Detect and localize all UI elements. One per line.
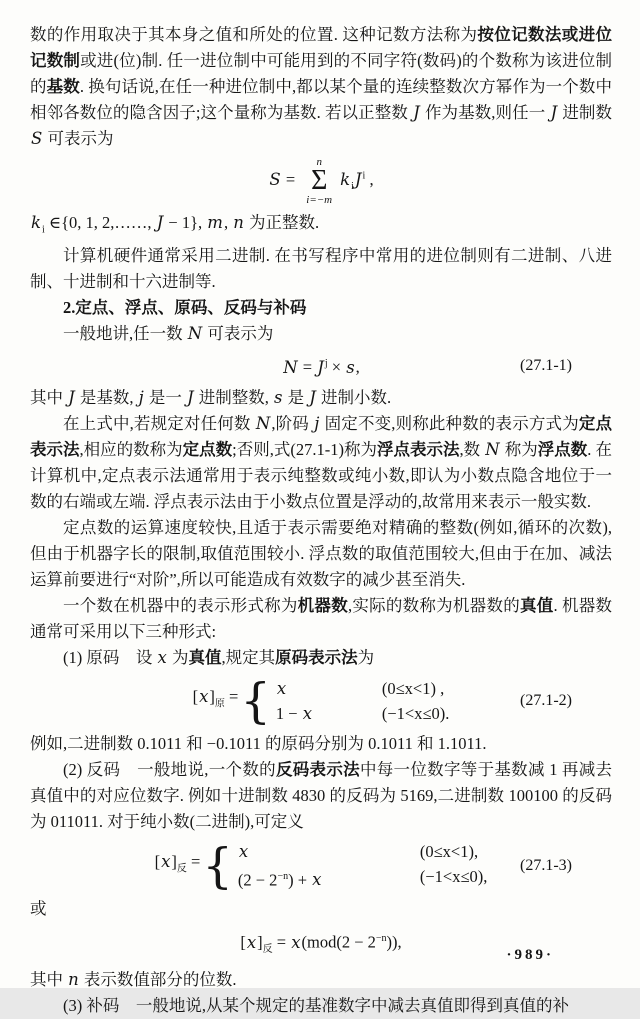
text-run: 定点数的运算速度较快,且适于表示需要绝对精确的整数(例如,循环的次数),但由于机器字长的限制,取值范围较小. 浮点数的取值范围较大,但由于在加、减法运算前要进行“对阶”,所以可能造成有效数字的减少甚至消失. xyxy=(30,517,612,589)
text-run: (3) 补码 一般地说,从某个规定的基准数字中减去真值即得到真值的补 xyxy=(63,996,569,1016)
equation-number: (27.1-3) xyxy=(520,856,572,874)
text-run: (1) 原码 设 xyxy=(63,647,157,667)
var-J: J xyxy=(187,387,194,407)
text-run: (mod(2 − 2 xyxy=(301,932,376,952)
var-x: x xyxy=(276,678,287,698)
case-expression xyxy=(238,839,386,864)
text-run: [ xyxy=(154,851,161,871)
var-N: N xyxy=(255,413,271,433)
term-true-value: 真值 xyxy=(519,595,554,615)
equation-number: (27.1-1) xyxy=(520,357,572,375)
superscript-j: j xyxy=(324,358,328,370)
var-x: x xyxy=(161,851,171,871)
paragraph-general-form xyxy=(30,321,612,347)
paragraph-n-meaning xyxy=(30,967,612,993)
equals-sign: = xyxy=(298,357,317,377)
text-run: 可表示为 xyxy=(203,324,274,344)
paragraph-original-code xyxy=(30,645,612,671)
var-n: n xyxy=(68,970,79,990)
case-expression xyxy=(238,864,386,893)
text-run: ] xyxy=(209,687,215,707)
equals-sign: = xyxy=(281,169,300,189)
text-run: 固定不变,则称此种数的表示方式为 xyxy=(320,413,579,433)
text-run: 为正整数. xyxy=(244,213,320,232)
text-run: 在上式中,若规定对任何数 xyxy=(63,413,255,433)
case-condition: (0≤x<1) , xyxy=(381,678,445,698)
heading-text: 2.定点、浮点、原码、反码与补码 xyxy=(63,298,307,318)
text-run: , xyxy=(355,357,360,377)
var-j: j xyxy=(138,387,144,407)
term-positional-notation: 按位记数法或进位记数制 xyxy=(30,25,612,70)
var-S: S xyxy=(269,169,281,189)
text-run: 是基数, xyxy=(75,387,138,407)
text-run: 1 − xyxy=(275,703,302,723)
text-run: ] xyxy=(171,851,177,871)
text-run: 计算机硬件通常采用二进制. 在书写程序中常用的进位制则有二进制、八进制、十进制和十六进制等. xyxy=(30,246,612,292)
text-run: − 1}, xyxy=(164,213,207,232)
text-run: 进制整数, xyxy=(194,387,273,407)
text-run: ) + xyxy=(288,870,312,890)
text-run: [ xyxy=(192,687,199,707)
term-true-value: 真值 xyxy=(188,647,222,667)
var-k: k xyxy=(31,213,41,232)
case-row xyxy=(276,676,450,701)
text-run: . 机器数通常可采用以下三种形式: xyxy=(30,595,613,641)
text-run: . 在计算机中,定点表示法通常用于表示纯整数或纯小数,即认为小数点隐含地位于一数的右端或左端. 浮点表示法由于小数点位置是浮动的,故常用来表示一般实数. xyxy=(30,439,613,511)
var-x: x xyxy=(302,703,312,723)
lhs-bracket-x xyxy=(155,849,201,882)
var-J: J xyxy=(317,357,324,377)
var-x: x xyxy=(238,841,249,861)
equation-number: (27.1-2) xyxy=(520,691,572,709)
sum-lower-limit: i=−m xyxy=(306,194,333,206)
text-run: [ xyxy=(240,932,246,952)
text-run: 表示数值部分的位数. xyxy=(79,970,237,990)
text-run: ,数 xyxy=(459,439,485,459)
paragraph-eq1-legend xyxy=(30,385,612,411)
term-fixed-point-notation: 定点表示法 xyxy=(30,413,613,459)
text-run: 其中 xyxy=(30,970,68,990)
case-expression xyxy=(276,676,348,701)
text-run: . 换句话说,在任一种进位制中,都以某个量的连续整数次方幂作为一个数中相邻各数位的隐含因子;这个量称为基数. 若以正整数 xyxy=(30,77,612,122)
text-run: 中每一位数字等于基数减 1 再减去真值中的对应位数字. 例如十进制数 4830 的反码为 5169,二进制数 100100 的反码为 011011. 对于纯小数(二进制),可定义 xyxy=(30,759,612,831)
subscript-fan: 反 xyxy=(262,944,273,956)
subscript-fan: 反 xyxy=(176,863,187,875)
text-run: (2 − 2 xyxy=(237,870,278,890)
var-s: s xyxy=(346,357,355,377)
text-run: 可表示为 xyxy=(43,129,114,148)
text-run: 其中 xyxy=(30,387,68,407)
text-run: , xyxy=(223,213,233,232)
term-radix: 基数 xyxy=(46,77,80,96)
text-run: ,阶码 xyxy=(271,413,314,433)
var-x: x xyxy=(199,687,209,707)
page-number: ·989· xyxy=(506,947,554,963)
text-run: 是 xyxy=(283,387,309,407)
superscript-neg-n: −n xyxy=(277,870,289,882)
text-run: 为 xyxy=(357,647,375,667)
case-condition: (0≤x<1), xyxy=(419,841,479,861)
text-run: ∈{0, 1, 2,……, xyxy=(44,213,156,232)
text-run: 或进(位)制. 任一进位制中可能用到的不同字符(数码)的个数称为该进位制的 xyxy=(30,51,612,96)
superscript-i: i xyxy=(362,170,366,182)
paragraph-fixed-floating xyxy=(30,411,612,515)
formula-27-1-2 xyxy=(30,672,612,729)
var-J: J xyxy=(309,387,316,407)
formula-sum xyxy=(30,156,612,206)
case-condition: (−1<x≤0), xyxy=(419,866,488,886)
subscript-i: i xyxy=(42,224,45,236)
var-N: N xyxy=(187,324,203,344)
case-expression xyxy=(276,701,348,726)
piecewise-inverse-code xyxy=(155,839,488,893)
term-floating-point-notation: 浮点表示法 xyxy=(376,439,460,459)
left-brace: { xyxy=(240,672,271,729)
term-fixed-point-number: 定点数 xyxy=(182,439,233,459)
term-machine-number: 机器数 xyxy=(297,595,348,615)
text-run: 或 xyxy=(30,899,47,919)
term-floating-point-number: 浮点数 xyxy=(537,439,588,459)
sum-upper-limit: n xyxy=(316,156,322,168)
sigma-glyph: Σ xyxy=(311,165,328,196)
text-run: )), xyxy=(386,932,402,952)
text-run: 例如,二进制数 0.1011 和 −0.1011 的原码分别为 0.1011 和 1.1011. xyxy=(30,733,487,753)
text-run: 一般地讲,任一数 xyxy=(63,324,187,344)
var-s: s xyxy=(274,387,283,407)
text-run: 一个数在机器中的表示形式称为 xyxy=(63,595,298,615)
section-heading xyxy=(30,295,612,321)
var-N: N xyxy=(283,357,298,377)
piecewise-original-code xyxy=(192,672,450,729)
var-m: m xyxy=(207,213,223,232)
case-rows xyxy=(238,839,488,893)
paragraph-k-domain xyxy=(30,210,612,243)
var-J: J xyxy=(550,103,558,122)
formula-27-1-3 xyxy=(30,839,612,893)
times-sign: × xyxy=(327,357,346,377)
paragraph-complement-code xyxy=(30,993,612,1019)
text-run: ,相应的数称为 xyxy=(79,439,183,459)
text-run: ,规定其 xyxy=(221,647,276,667)
paragraph-speed-range xyxy=(30,515,612,593)
term-inverse-code-notation: 反码表示法 xyxy=(275,759,360,779)
formula-27-1-1 xyxy=(30,351,612,381)
text-run: ] xyxy=(257,932,263,952)
var-J: J xyxy=(413,103,420,122)
var-k: k xyxy=(340,169,351,189)
var-J: J xyxy=(156,213,164,232)
var-J: J xyxy=(68,387,75,407)
text-run: 为 xyxy=(167,647,189,667)
equals-sign: = xyxy=(272,932,291,952)
text-run: 是一 xyxy=(144,387,186,407)
var-x: x xyxy=(246,932,257,952)
text-run: 作为基数,则任一 xyxy=(420,103,550,122)
var-N: N xyxy=(485,439,500,459)
summation-symbol xyxy=(306,156,332,206)
paragraph-or xyxy=(30,896,612,922)
paragraph-inverse-code xyxy=(30,757,612,835)
lhs-bracket-x xyxy=(193,684,239,717)
var-J: J xyxy=(354,169,362,189)
var-n: n xyxy=(233,213,244,232)
paragraph-machine-number xyxy=(30,593,612,645)
var-S: S xyxy=(31,129,43,148)
text-run: , xyxy=(365,169,374,189)
text-run: 进制数 xyxy=(558,103,613,122)
text-run: 称为 xyxy=(500,439,538,459)
equals-sign: = xyxy=(186,851,201,871)
text-run: 数的作用取决于其本身之值和所处的位置. 这种记数方法称为 xyxy=(30,25,478,44)
case-rows xyxy=(276,676,450,726)
superscript-neg-n: −n xyxy=(375,933,387,945)
paragraph-original-code-example xyxy=(30,731,612,757)
var-j: j xyxy=(314,413,320,433)
subscript-yuan: 原 xyxy=(214,698,225,710)
case-row xyxy=(276,701,450,726)
equals-sign: = xyxy=(224,687,239,707)
paragraph-binary-usage xyxy=(30,243,612,295)
term-original-code-notation: 原码表示法 xyxy=(275,647,358,667)
text-run: 进制小数. xyxy=(316,387,392,407)
text-run: ,实际的数称为机器数的 xyxy=(347,595,520,615)
left-brace: { xyxy=(202,837,233,894)
text-run: ;否则,式(27.1-1)称为 xyxy=(232,439,377,459)
case-row xyxy=(238,839,488,864)
subscript-i: i xyxy=(351,181,354,193)
case-row xyxy=(238,864,488,893)
var-x: x xyxy=(291,932,301,952)
var-x: x xyxy=(157,647,167,667)
text-run: (2) 反码 一般地说,一个数的 xyxy=(63,759,276,779)
var-x: x xyxy=(312,870,322,890)
case-condition: (−1<x≤0). xyxy=(381,703,450,723)
paragraph-positional-notation xyxy=(30,22,612,152)
